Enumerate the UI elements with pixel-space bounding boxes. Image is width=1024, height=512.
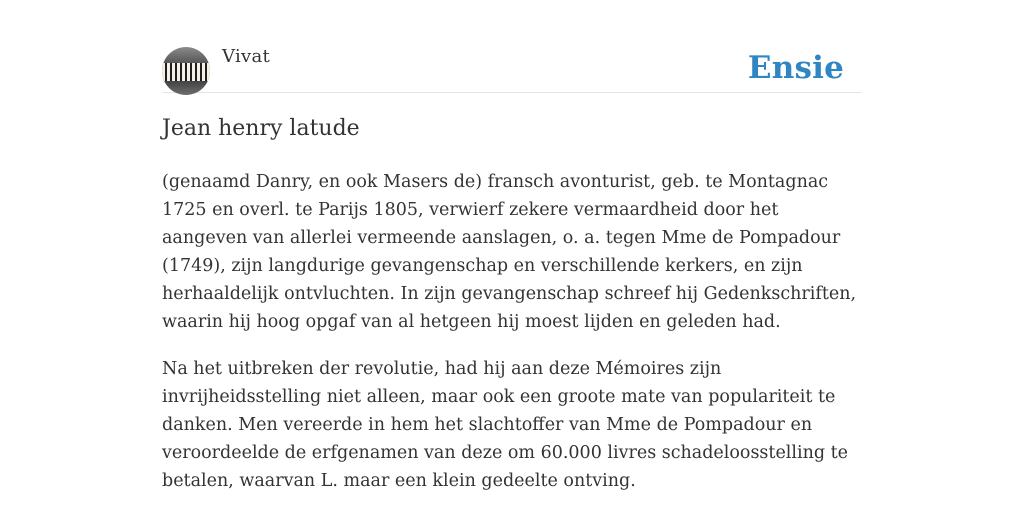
article-paragraph: (genaamd Danry, en ook Masers de) fransch avonturist, geb. te Montagnac 1725 en overl. te Parijs 1805, verwierf zekere vermaardheid door het aangeven van allerlei vermeende aanslagen, o. a. tegen Mme de Pompadour (1749), zijn langdurige gevangenschap en verschillende kerkers, en zijn herhaaldelijk ontvluchten. In zijn gevangenschap schreef hij Gedenkschriften, waarin hij hoog opgaf van al hetgeen hij moest lijden en geleden had. (162, 172, 857, 332)
author-name[interactable]: Vivat (222, 46, 271, 67)
page-header (162, 0, 862, 93)
page-container (162, 0, 862, 491)
article-paragraph: Na het uitbreken der revolutie, had hij aan deze Mémoires zijn invrijheidsstelling niet alleen, maar ook een groote mate van populariteit te danken. Men vereerde in hem het slachtoffer van Mme de Pompadour en veroordeelde de erfgenamen van deze om 60.000 livres schadeloosstelling te betalen, waarvan L. maar een klein gedeelte ontving. (162, 359, 849, 491)
avatar-image (162, 63, 210, 81)
site-logo[interactable]: Ensie (747, 50, 844, 86)
article-title: Jean henry latude (162, 116, 360, 141)
author-avatar[interactable] (162, 47, 210, 95)
